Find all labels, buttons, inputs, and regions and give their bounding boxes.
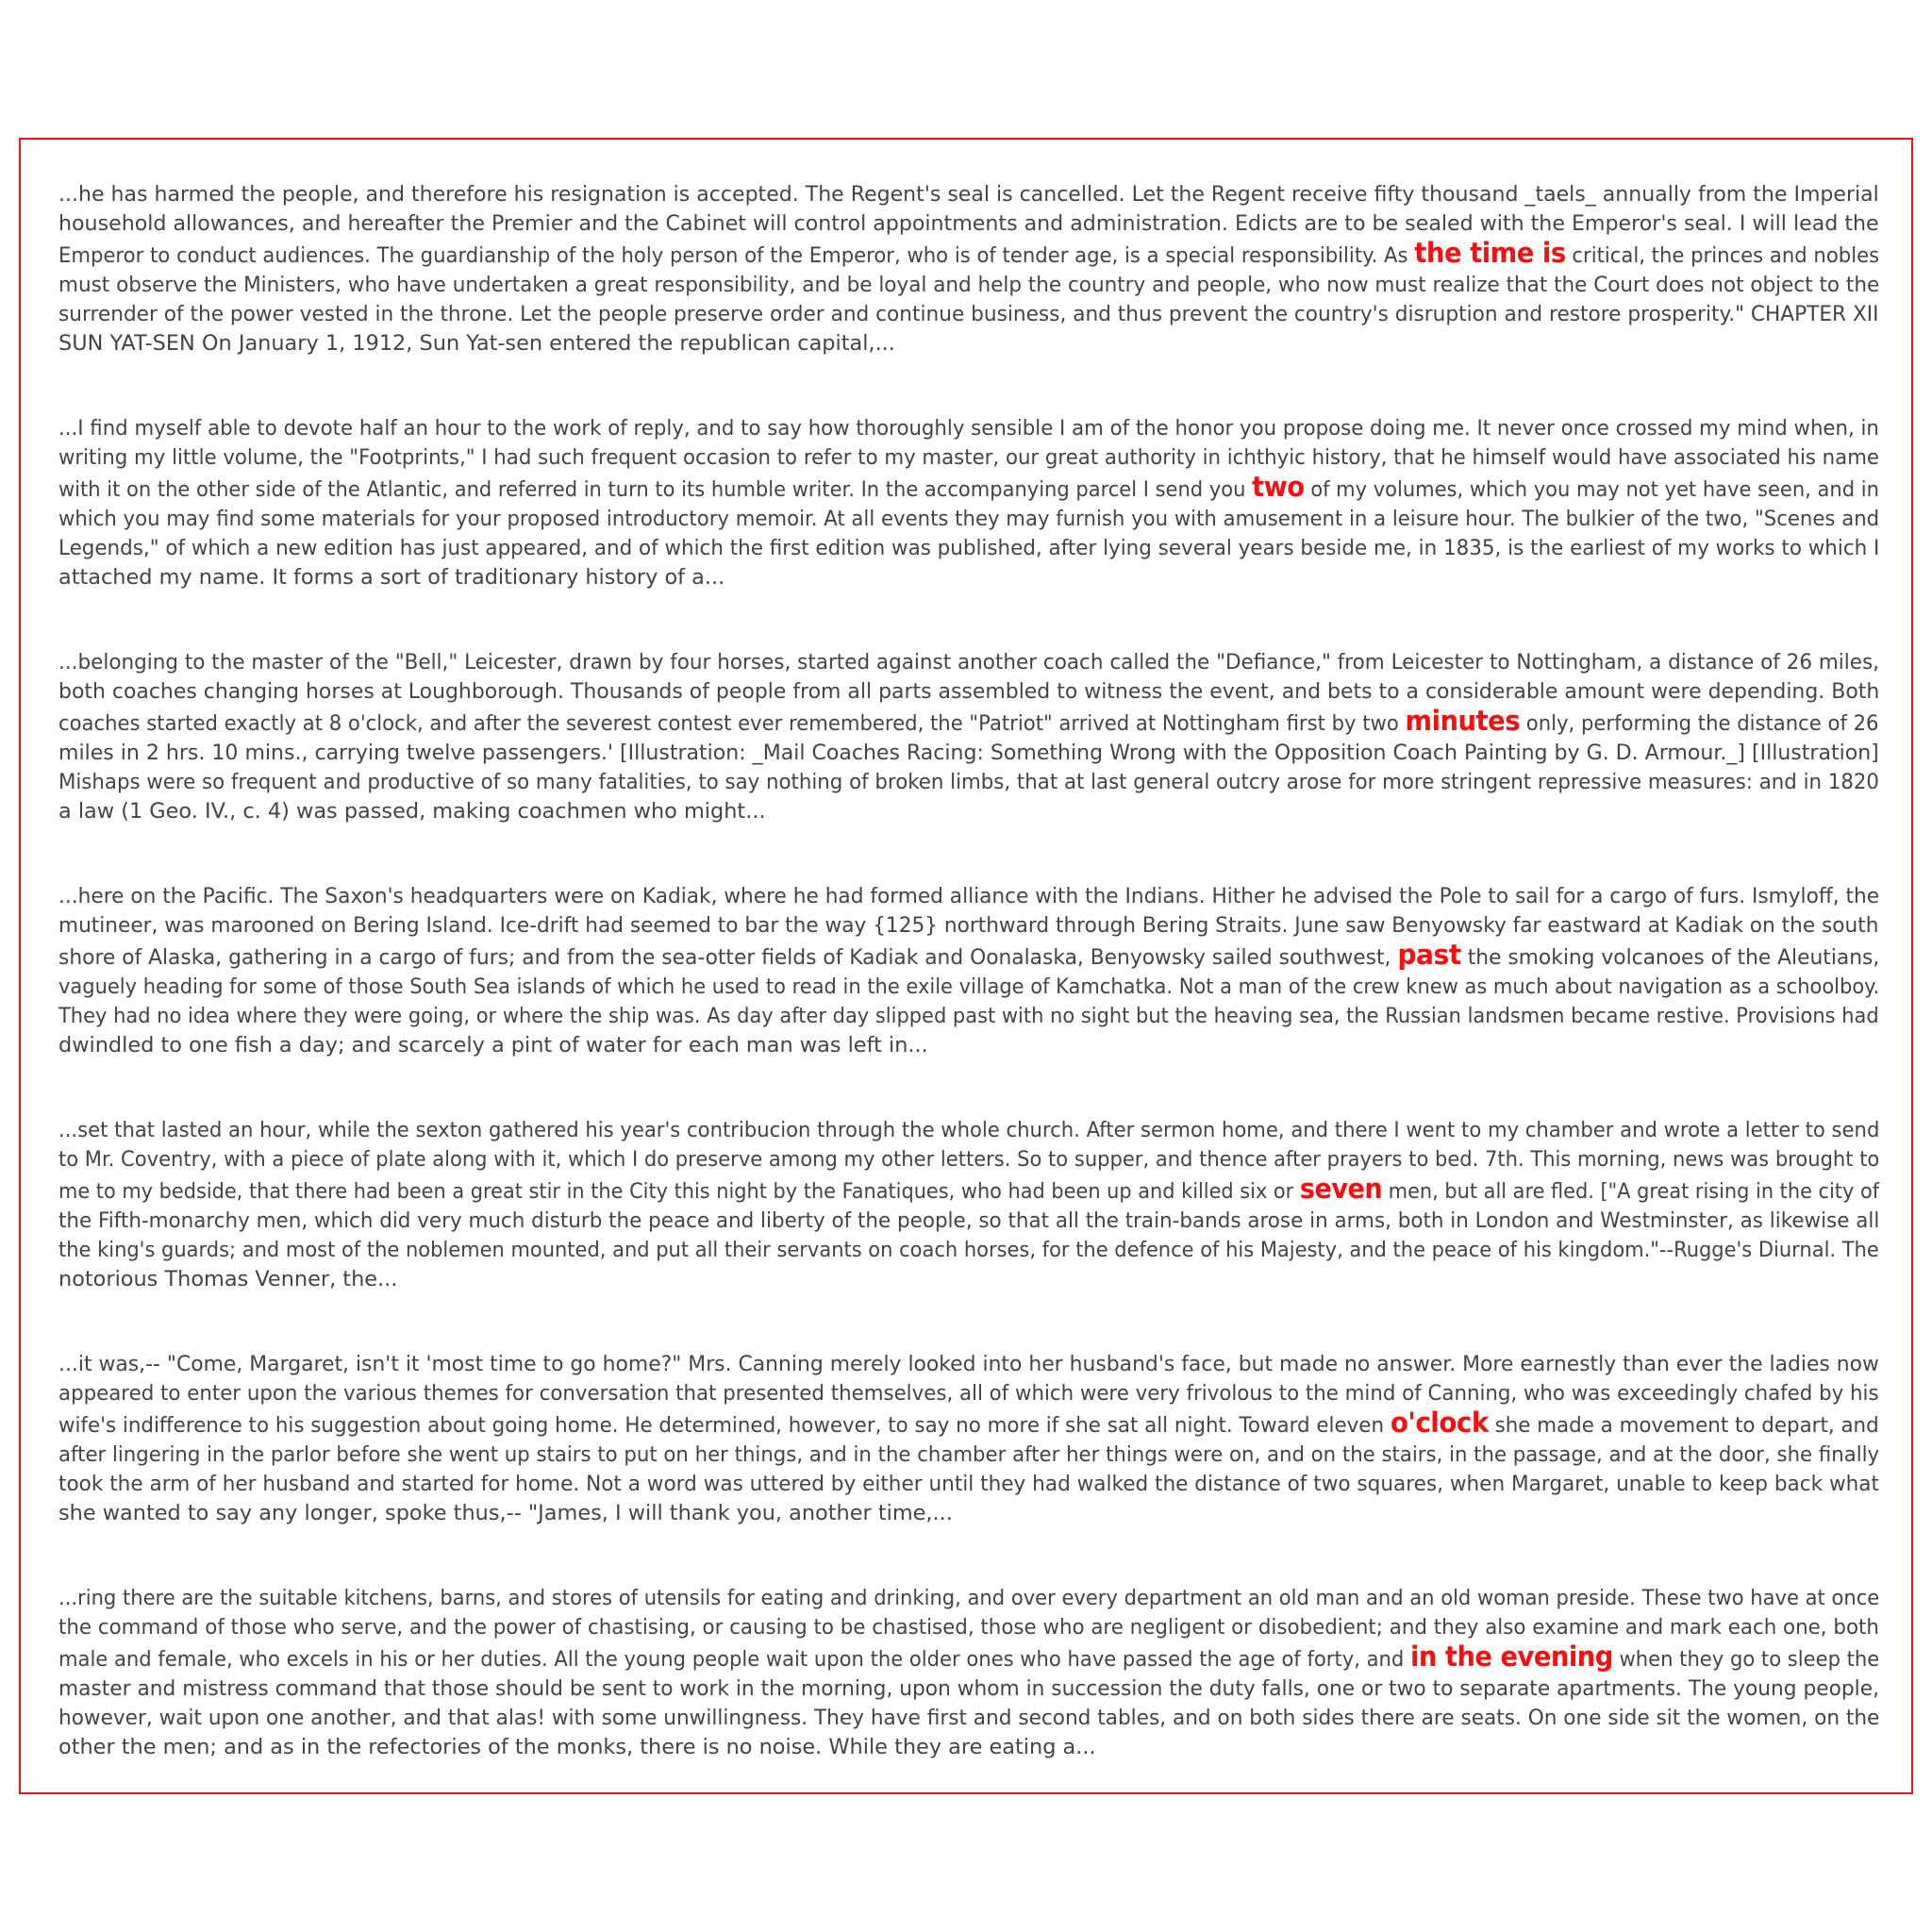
passage-line: attached my name. It forms a sort of traditionary history of a... bbox=[58, 565, 725, 590]
passage-line: which you may find some materials for your proposed introductory memoir. At all events they may furnish you with amusement in a leisure hour. The bulkier of the two, "Scenes and bbox=[58, 507, 1880, 531]
passage bbox=[58, 1116, 1879, 1294]
passage-line: a law (1 Geo. IV., c. 4) was passed, making coachmen who might... bbox=[58, 799, 766, 824]
passage-line: dwindled to one fish a day; and scarcely a pint of water for each man was left in... bbox=[58, 1033, 928, 1058]
passage-line: Legends," of which a new edition has just appeared, and of which the first edition was published, after lying several years beside me, in 1835, is the earliest of my works to which I bbox=[58, 536, 1880, 560]
highlighted-line bbox=[58, 1173, 1880, 1207]
passage-line: both coaches changing horses at Loughborough. Thousands of people from all parts assembled to witness the event, and bets to a considerable amount were depending. Both bbox=[58, 679, 1880, 704]
passage-line: the king's guards; and most of the noblemen mounted, and put all their servants on coach horses, for the defence of his Majesty, and the peace of his kingdom."--Rugge's Diurnal. The bbox=[58, 1238, 1879, 1262]
passage-line: however, wait upon one another, and that alas! with some unwillingness. They have first and second tables, and on both sides there are seats. On one side sit the women, on the bbox=[58, 1706, 1880, 1730]
highlighted-line bbox=[58, 1407, 1879, 1441]
highlighted-line bbox=[58, 705, 1879, 739]
passage-line: ...belonging to the master of the "Bell," Leicester, drawn by four horses, started against another coach called the "Defiance," from Leicester to Nottingham, a distance of 26 miles, bbox=[58, 650, 1879, 675]
text-before-highlight: Emperor to conduct audiences. The guardianship of the holy person of the Emperor, who is of tender age, is a special responsibility. As bbox=[58, 243, 1408, 268]
passage bbox=[58, 882, 1879, 1060]
text-after-highlight: she made a movement to depart, and bbox=[1494, 1413, 1879, 1438]
text-before-highlight: male and female, who excels in his or her duties. All the young people wait upon the older ones who have passed the age of forty, and bbox=[58, 1647, 1405, 1672]
highlighted-line bbox=[58, 1641, 1880, 1674]
highlighted-phrase: minutes bbox=[1405, 705, 1521, 737]
highlighted-phrase: two bbox=[1252, 471, 1305, 503]
text-after-highlight: only, performing the distance of 26 bbox=[1525, 711, 1879, 736]
text-before-highlight: me to my bedside, that there had been a great stir in the City this night by the Fanatiques, who had been up and killed six or bbox=[58, 1179, 1294, 1204]
passage-line: Mishaps were so frequent and productive of so many fatalities, to say nothing of broken limbs, that at last general outcry arose for more stringent repressive measures: and in 1820 bbox=[58, 770, 1879, 794]
text-before-highlight: shore of Alaska, gathering in a cargo of furs; and from the sea-otter fields of Kadiak and Oonalaska, Benyowsky sailed southwest, bbox=[58, 945, 1391, 970]
passage-line: she wanted to say any longer, spoke thus,-- "James, I will thank you, another time,... bbox=[58, 1501, 953, 1525]
passage bbox=[58, 180, 1879, 358]
passage bbox=[58, 648, 1879, 826]
passage-line: writing my little volume, the "Footprints," I had such frequent occasion to refer to my master, our great authority in ichthyic history, that he himself would have associated his name bbox=[58, 445, 1880, 470]
passage-line: the Fifth-monarchy men, which did very much disturb the peace and liberty of the people, so that all the train-bands arose in arms, both in London and Westminster, as likewise all bbox=[58, 1208, 1880, 1233]
passage bbox=[58, 414, 1879, 592]
highlighted-phrase: past bbox=[1397, 939, 1461, 971]
passage-line: after lingering in the parlor before she went up stairs to put on her things, and in the chamber after her things were on, and on the stairs, in the passage, and at the door, she finally bbox=[58, 1442, 1880, 1467]
passage-line: surrender of the power vested in the throne. Let the people preserve order and continue business, and thus prevent the country's disruption and restore prosperity." CHAPTER XII bbox=[58, 302, 1879, 326]
passage-line: ...he has harmed the people, and therefore his resignation is accepted. The Regent's seal is cancelled. Let the Regent receive fifty thousand _taels_ annually from the Imperial bbox=[58, 182, 1879, 207]
passage-line: mutineer, was marooned on Bering Island. Ice-drift had seemed to bar the way {125} northward through Bering Straits. June saw Benyowsky far eastward at Kadiak on the south bbox=[58, 913, 1879, 938]
passage-line: SUN YAT-SEN On January 1, 1912, Sun Yat-sen entered the republican capital,... bbox=[58, 331, 895, 356]
passage-line: other the men; and as in the refectories of the monks, there is no noise. While they are eating a... bbox=[58, 1735, 1096, 1759]
highlighted-line bbox=[58, 237, 1880, 271]
passage-line: to Mr. Coventry, with a piece of plate along with it, which I do preserve among my other letters. So to supper, and thence after prayers to bed. 7th. This morning, news was brought to bbox=[58, 1147, 1880, 1172]
passage-line: household allowances, and hereafter the Premier and the Cabinet will control appointments and administration. Edicts are to be sealed with the Emperor's seal. I will lead the bbox=[58, 211, 1879, 236]
passage-line: They had no idea where they were going, or where the ship was. As day after day slipped past with no sight but the heaving sea, the Russian landsmen became restive. Provisions had bbox=[58, 1004, 1879, 1028]
highlighted-phrase: seven bbox=[1299, 1173, 1383, 1205]
text-after-highlight: the smoking volcanoes of the Aleutians, bbox=[1467, 945, 1880, 970]
passage-line: miles in 2 hrs. 10 mins., carrying twelve passengers.' [Illustration: _Mail Coaches Racing: Something Wrong with the Opposition Coach Painting by G. D. Armour._] [Illustration] bbox=[58, 741, 1879, 765]
highlighted-phrase: in the evening bbox=[1409, 1641, 1613, 1673]
passage-line: vaguely heading for some of those South Sea islands of which he used to read in the exile village of Kamchatka. Not a man of the crew knew as much about navigation as a schoolboy. bbox=[58, 974, 1880, 999]
passage-line: ...I find myself able to devote half an hour to the work of reply, and to say how thoroughly sensible I am of the honor you propose doing me. It never once crossed my mind when, in bbox=[58, 416, 1879, 441]
text-after-highlight: of my volumes, which you may not yet have seen, and in bbox=[1310, 477, 1879, 502]
highlighted-line bbox=[58, 471, 1879, 505]
passage-line: took the arm of her husband and started for home. Not a word was uttered by either until they had walked the distance of two squares, when Margaret, unable to keep back what bbox=[58, 1472, 1879, 1496]
passage-line: ...it was,-- "Come, Margaret, isn't it 'most time to go home?" Mrs. Canning merely looked into her husband's face, but made no answer. More earnestly than ever the ladies now bbox=[58, 1352, 1879, 1376]
text-after-highlight: critical, the princes and nobles bbox=[1572, 243, 1880, 268]
text-after-highlight: men, but all are fled. ["A great rising in the city of bbox=[1388, 1179, 1880, 1204]
passage-line: the command of those who serve, and the power of chastising, or causing to be chastised, those who are negligent or disobedient; and they also examine and mark each one, both bbox=[58, 1615, 1879, 1640]
highlighted-phrase: the time is bbox=[1414, 237, 1566, 269]
passage-line: must observe the Ministers, who have undertaken a great responsibility, and be loyal and help the country and people, who now must realize that the Court does not object to the bbox=[58, 273, 1880, 297]
passage-line: ...ring there are the suitable kitchens, barns, and stores of utensils for eating and drinking, and over every department an old man and an old woman preside. These two have at once bbox=[58, 1586, 1880, 1610]
text-before-highlight: wife's indifference to his suggestion about going home. He determined, however, to say no more if she sat all night. Toward eleven bbox=[58, 1413, 1385, 1438]
text-before-highlight: coaches started exactly at 8 o'clock, and after the severest contest ever remembered, the "Patriot" arrived at Nottingham first by two bbox=[58, 711, 1399, 736]
passage-line: master and mistress command that those should be sent to work in the morning, upon whom in succession the duty falls, one or two to separate apartments. The young people, bbox=[58, 1676, 1879, 1701]
highlighted-line bbox=[58, 939, 1880, 973]
passage bbox=[58, 1584, 1879, 1762]
text-after-highlight: when they go to sleep the bbox=[1619, 1647, 1880, 1672]
passage-line: ...here on the Pacific. The Saxon's headquarters were on Kadiak, where he had formed alliance with the Indians. Hither he advised the Pole to sail for a cargo of furs. Ismyloff, the bbox=[58, 884, 1880, 908]
passage-line: notorious Thomas Venner, the... bbox=[58, 1267, 398, 1291]
passage-line: ...set that lasted an hour, while the sexton gathered his year's contribucion through the whole church. After sermon home, and there I went to my chamber and wrote a letter to send bbox=[58, 1118, 1880, 1142]
passage-line: appeared to enter upon the various themes for conversation that presented themselves, all of which were very frivolous to the mind of Canning, who was exceedingly chafed by his bbox=[58, 1381, 1879, 1406]
highlighted-phrase: o'clock bbox=[1390, 1407, 1489, 1439]
text-before-highlight: with it on the other side of the Atlantic, and referred in turn to its humble writer. In the accompanying parcel I send you bbox=[58, 477, 1246, 502]
passage bbox=[58, 1350, 1879, 1528]
